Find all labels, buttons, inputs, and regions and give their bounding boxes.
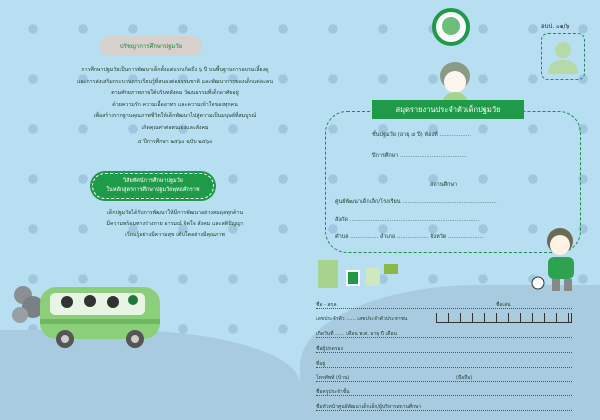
year-field[interactable]: ปีการศึกษา ...................................... (372, 153, 467, 159)
seal-logo (432, 8, 470, 46)
source-line: ๔ ปีการศึกษา ๒๕๖๐ ฉบับ ๒๕๖๐ (137, 139, 213, 145)
text-line: เกิดคุณค่าต่อตนเองและสังคม (141, 124, 209, 131)
phone-field[interactable]: โทรศัพท์ (บ้าน) (มือถือ) (316, 374, 572, 382)
class-field[interactable]: ชั้นปฐมวัย (อายุ ๔ ปี) ห้องที่ .................. (372, 132, 471, 138)
address-fields[interactable]: ตำบล ................ อำเภอ .................. จังหวัด .................... (335, 234, 484, 240)
text-line: เด็กปฐมวัยได้รับการพัฒนาให้มีการพัฒนาอย่างสมดุลทุกด้าน (107, 210, 243, 216)
vision-subtitle: ในหลักสูตรการศึกษาปฐมวัยพุทธศักราช (106, 187, 200, 193)
text-line: และการส่งเสริมกระบวนการเรียนรู้ที่สนองต่อธรรมชาติ และพัฒนาการของเด็กแต่ละคน (76, 78, 274, 85)
school-heading: สถานศึกษา (430, 182, 458, 188)
school-field[interactable]: ศูนย์พัฒนาเด็กเล็ก/โรงเรียน ...................................................... (335, 199, 497, 205)
text-line: การศึกษาปฐมวัยเป็นการพัฒนาเด็กตั้งแต่แรกเกิดถึง ๖ ปี บนพื้นฐานการอบรมเลี้ยงดู (81, 67, 269, 73)
guardian-field[interactable]: ชื่อผู้ปกครอง (316, 345, 572, 353)
philosophy-title: ปรัชญาการศึกษาปฐมวัย (100, 36, 202, 56)
address-field[interactable]: ที่อยู่ (316, 360, 572, 368)
affiliation-field[interactable]: สังกัด .......................................................................... (335, 217, 480, 223)
school-bus (5, 275, 170, 355)
text-line: มีความพร้อมทางร่างกาย อารมณ์ จิตใจ สังคม และสติปัญญา (106, 221, 244, 227)
id-number-boxes (436, 313, 572, 323)
vision-title: วิสัยทัศน์การศึกษาปฐมวัย (123, 178, 183, 184)
photo-box[interactable] (541, 33, 585, 80)
vision-text (50, 208, 300, 241)
text-line: เรียนรู้อย่างมีความสุข เติบโตอย่างมีคุณภาพ (125, 232, 225, 238)
principal-field[interactable]: ชื่อหัวหน้าศูนย์พัฒนาเด็กเล็ก/ผู้บริหารสถานศึกษา (316, 403, 572, 411)
form-code: อบป. ๐๑/๖ (541, 23, 570, 30)
birthdate-field[interactable]: เกิดวันที่ ...... เดือน พ.ศ. อายุ ปี เดือน (316, 330, 572, 338)
name-field[interactable]: ชื่อ - สกุล ชื่อเล่น (316, 301, 572, 309)
photo-placeholder-icon (542, 34, 584, 78)
boy-illustration (530, 225, 590, 295)
booklet-title-banner: สมุดรายงานประจำตัวเด็กปฐมวัย (372, 100, 524, 119)
text-line: เพื่อสร้างรากฐานคุณภาพชีวิตให้เด็กพัฒนาไปสู่ความเป็นมนุษย์ที่สมบูรณ์ (93, 113, 257, 119)
text-line: ด้วยความรัก ความเอื้ออาทร และความเข้าใจของทุกคน (112, 101, 238, 108)
toy-blocks (318, 250, 408, 290)
id-field[interactable]: เลขประจำตัว ...... เลขประจำตัวประชาชน (316, 315, 572, 323)
text-line: ตามศักยภาพภายใต้บริบทสังคม วัฒนธรรมที่เด็กอาศัยอยู่ (111, 90, 239, 96)
vision-title-pill (90, 171, 216, 201)
teacher-field[interactable]: ชื่อครูประจำชั้น (316, 388, 572, 396)
philosophy-text (50, 65, 300, 149)
